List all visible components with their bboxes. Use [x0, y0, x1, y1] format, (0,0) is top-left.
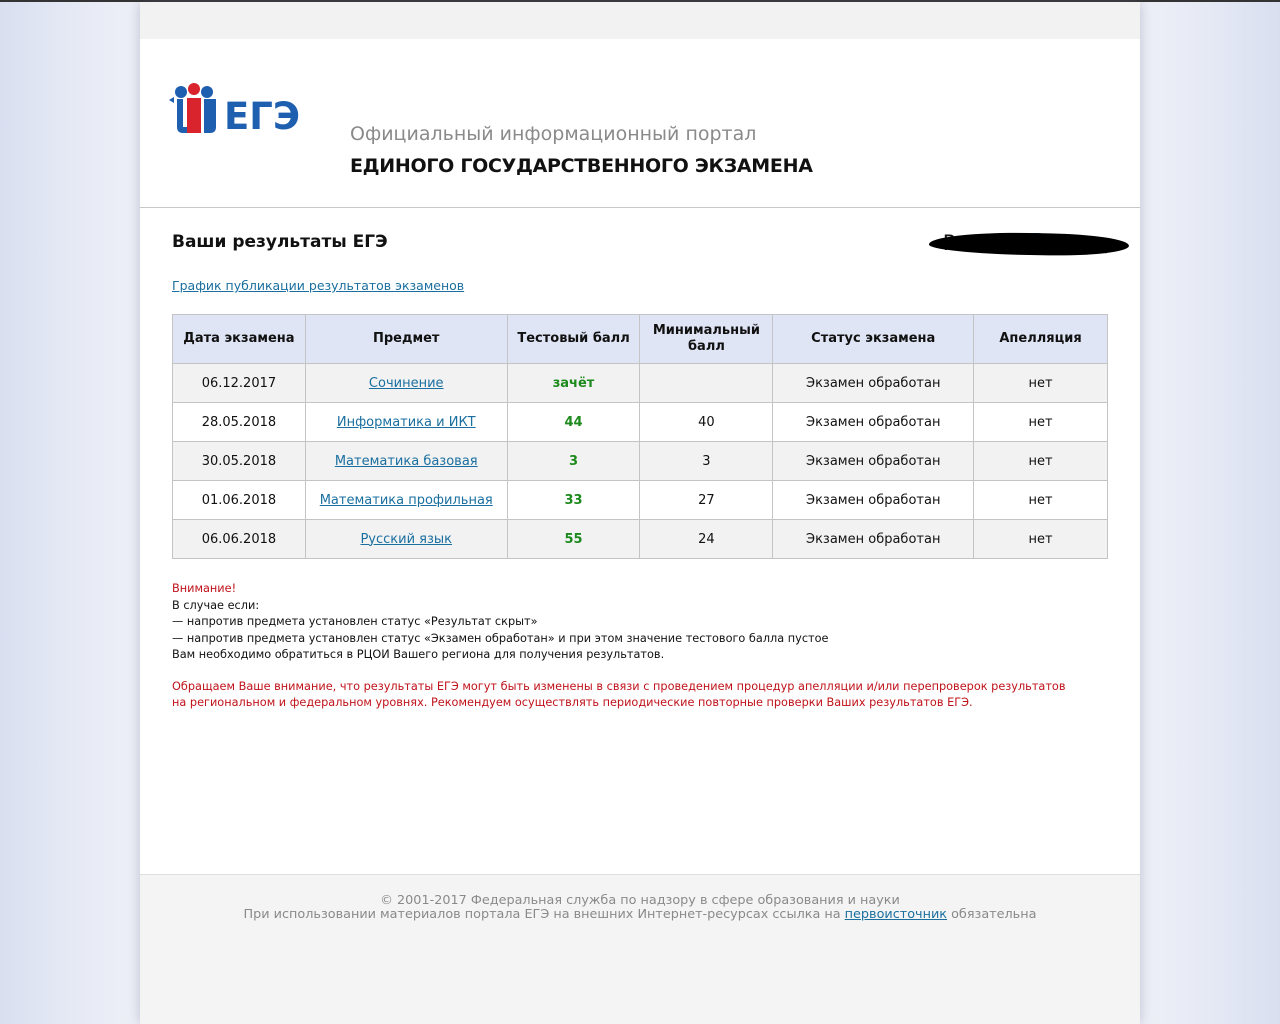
- cell-appeal: нет: [974, 481, 1108, 520]
- cell-min-score: 40: [640, 403, 773, 442]
- header-min-score: Минимальный балл: [640, 315, 773, 364]
- cell-min-score: [640, 364, 773, 403]
- header-subject: Предмет: [305, 315, 507, 364]
- header-test-score: Тестовый балл: [507, 315, 640, 364]
- warning-line: Обращаем Ваше внимание, что результаты ЕГЭ могут быть изменены в связи с проведением процедур апелляции и/или перепроверок результатов: [172, 679, 1066, 693]
- notes-block: [172, 581, 1066, 712]
- cell-min-score: 3: [640, 442, 773, 481]
- cell-date: 06.06.2018: [173, 520, 306, 559]
- cell-status: Экзамен обработан: [773, 481, 974, 520]
- footer-copyright: © 2001-2017 Федеральная служба по надзору в сфере образования и науки: [380, 893, 900, 908]
- cell-date: 06.12.2017: [173, 364, 306, 403]
- cell-status: Экзамен обработан: [773, 403, 974, 442]
- ege-logo[interactable]: [168, 83, 313, 137]
- table-row: [173, 442, 1108, 481]
- logo-figures-icon: [169, 83, 216, 133]
- cell-test-score: 55: [507, 520, 640, 559]
- logo-text: ЕГЭ: [224, 95, 301, 137]
- cell-status: Экзамен обработан: [773, 364, 974, 403]
- page-title: Ваши результаты ЕГЭ: [172, 232, 388, 252]
- cell-appeal: нет: [974, 520, 1108, 559]
- user-name: [943, 231, 1017, 255]
- portal-subtitle: Официальный информационный портал: [350, 123, 757, 145]
- top-bar: [140, 2, 1140, 39]
- page-container: [140, 2, 1140, 1024]
- table-header-row: [173, 315, 1108, 364]
- cell-date: 01.06.2018: [173, 481, 306, 520]
- cell-appeal: нет: [974, 442, 1108, 481]
- cell-test-score: 44: [507, 403, 640, 442]
- footer-usage-after: обязательна: [947, 907, 1037, 922]
- table-row: [173, 403, 1108, 442]
- subject-link[interactable]: Математика базовая: [334, 453, 478, 469]
- attention-label: Внимание!: [172, 582, 237, 595]
- subject-link[interactable]: Информатика и ИКТ: [336, 414, 476, 430]
- spacer: [172, 664, 1066, 679]
- cell-appeal: нет: [974, 403, 1108, 442]
- subject-link[interactable]: Сочинение: [368, 375, 444, 391]
- site-header: [140, 39, 1140, 208]
- table-row: [173, 481, 1108, 520]
- cell-test-score: зачёт: [507, 364, 640, 403]
- cell-min-score: 27: [640, 481, 773, 520]
- table-row: [173, 520, 1108, 559]
- header-status: Статус экзамена: [773, 315, 974, 364]
- schedule-link[interactable]: График публикации результатов экзаменов: [172, 278, 465, 293]
- cell-appeal: нет: [974, 364, 1108, 403]
- cell-subject: [305, 520, 507, 559]
- cell-date: 30.05.2018: [173, 442, 306, 481]
- subject-link[interactable]: Математика профильная: [319, 492, 493, 508]
- footer-usage-before: При использовании материалов портала ЕГЭ на внешних Интернет-ресурсах ссылка на: [243, 907, 845, 922]
- subject-link[interactable]: Русский язык: [360, 531, 453, 547]
- footer-usage: [140, 908, 1140, 922]
- note-line: — напротив предмета установлен статус «Экзамен обработан» и при этом значение тестового балла пустое: [172, 631, 829, 645]
- warning-line: на региональном и федеральном уровнях. Рекомендуем осуществлять периодические повторные проверки Ваших результатов ЕГЭ.: [172, 696, 973, 709]
- note-line: — напротив предмета установлен статус «Результат скрыт»: [172, 615, 538, 628]
- source-link[interactable]: первоисточник: [844, 907, 948, 922]
- cell-subject: [305, 364, 507, 403]
- cell-min-score: 24: [640, 520, 773, 559]
- cell-subject: [305, 403, 507, 442]
- cell-status: Экзамен обработан: [773, 520, 974, 559]
- note-line: В случае если:: [172, 598, 260, 612]
- header-date: Дата экзамена: [173, 315, 306, 364]
- results-table: [172, 314, 1108, 559]
- user-panel: [943, 230, 1108, 256]
- cell-subject: [305, 481, 507, 520]
- cell-test-score: 33: [507, 481, 640, 520]
- portal-title: ЕДИНОГО ГОСУДАРСТВЕННОГО ЭКЗАМЕНА: [350, 155, 813, 177]
- header-appeal: Апелляция: [974, 315, 1108, 364]
- site-footer: [140, 874, 1140, 1024]
- cell-status: Экзамен обработан: [773, 442, 974, 481]
- cell-test-score: 3: [507, 442, 640, 481]
- note-line: Вам необходимо обратиться в РЦОИ Вашего региона для получения результатов.: [172, 648, 665, 661]
- main-content: [140, 208, 1140, 874]
- cell-subject: [305, 442, 507, 481]
- cell-date: 28.05.2018: [173, 403, 306, 442]
- table-row: [173, 364, 1108, 403]
